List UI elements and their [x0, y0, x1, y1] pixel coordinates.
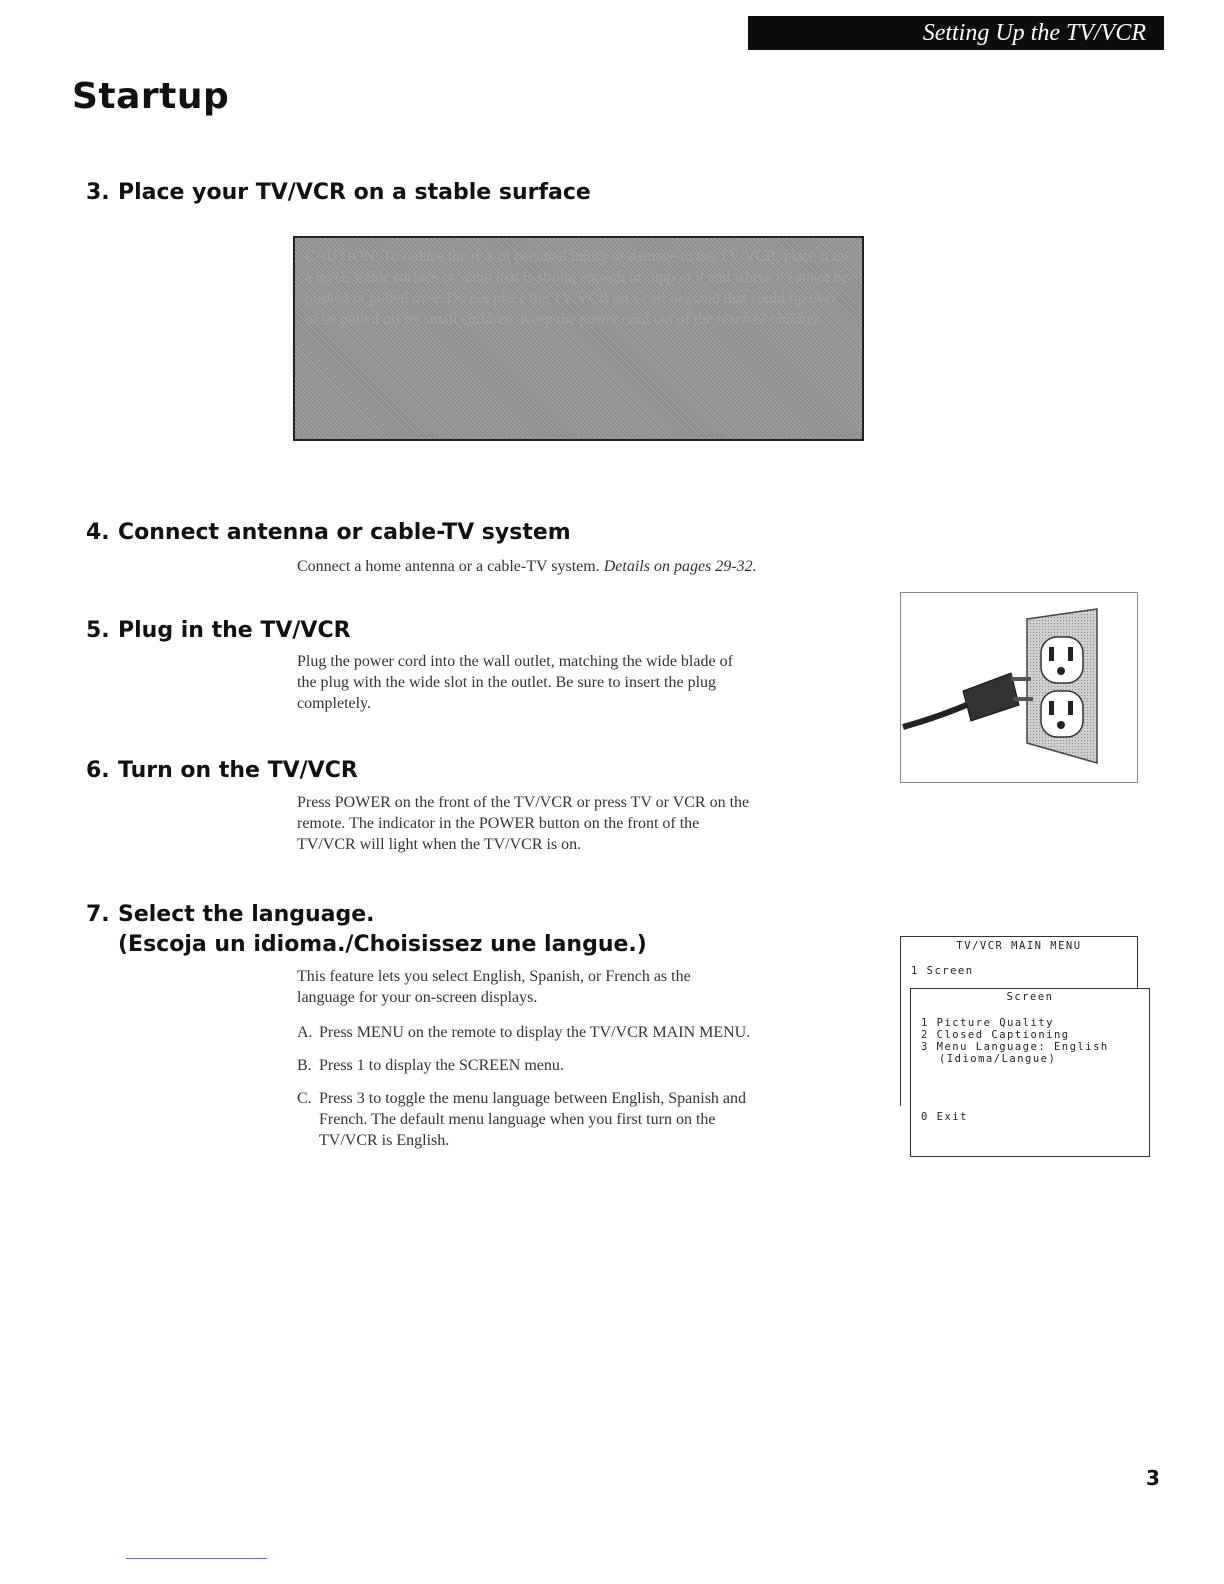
- step-7-intro-line: language for your on-screen displays.: [297, 989, 538, 1006]
- substep-letter: C.: [297, 1090, 312, 1107]
- step-7-heading: [86, 900, 647, 960]
- substep-text: Press 3 to toggle the menu language between English, Spanish and: [319, 1090, 747, 1107]
- step-3-heading: [86, 180, 591, 205]
- page-title: Startup: [72, 76, 230, 117]
- section-header-bar: [748, 16, 1164, 50]
- step-7-number: 7.: [86, 902, 110, 927]
- step-4-text: Connect a home antenna or a cable-TV system.: [297, 558, 600, 575]
- substep-text: TV/VCR is English.: [319, 1132, 450, 1149]
- step-6-number: 6.: [86, 758, 110, 783]
- step-5-title: Plug in the TV/VCR: [118, 618, 351, 643]
- step-6-line: Press POWER on the front of the TV/VCR or press TV or VCR on the: [297, 794, 750, 811]
- step-3-number: 3.: [86, 180, 110, 205]
- screen-menu-title: Screen: [1006, 991, 1054, 1003]
- section-title: Setting Up the TV/VCR: [922, 20, 1146, 46]
- step-6-line: remote. The indicator in the POWER button on the front of the: [297, 815, 700, 832]
- step-5-line: the plug with the wide slot in the outlet. Be sure to insert the plug: [297, 674, 717, 691]
- step-6-line: TV/VCR will light when the TV/VCR is on.: [297, 836, 582, 853]
- caution-text: CAUTION: To reduce the risk of personal injury or damage to the TV/VCR, place it on a level, stable surface or stand that is strong enough to support it and where it cannot be pushed or pulled over. Do not place the TV/VCR on a cart or stand that could tip over or be pulled off by small children. Keep the power cord out of the reach of children.: [305, 248, 849, 328]
- main-menu-title: TV/VCR MAIN MENU: [956, 940, 1082, 952]
- step-5-line: Plug the power cord into the wall outlet, matching the wide blade of: [297, 653, 733, 670]
- step-6-title: Turn on the TV/VCR: [118, 758, 358, 783]
- footer-rule: [126, 1558, 267, 1559]
- substep-text: Press MENU on the remote to display the TV/VCR MAIN MENU.: [319, 1024, 751, 1041]
- caution-box: [293, 236, 864, 441]
- step-5-heading: [86, 618, 351, 643]
- plug-outlet-illustration: [901, 593, 1137, 782]
- wall-outlet: [1027, 609, 1097, 763]
- substep-letter: B.: [297, 1057, 312, 1074]
- step-7-substep-a: [297, 1022, 867, 1043]
- substep-text: French. The default menu language when you first turn on the: [319, 1111, 716, 1128]
- step-3-title: Place your TV/VCR on a stable surface: [118, 180, 591, 205]
- step-4-heading: [86, 520, 571, 545]
- screen-menu-sub-item: (Idioma/Langue): [939, 1053, 1057, 1065]
- step-4-number: 4.: [86, 520, 110, 545]
- screen-menu-item-picture-quality: 1 Picture Quality: [921, 1017, 1054, 1029]
- main-menu-item-screen: 1 Screen: [911, 965, 974, 977]
- screen-menu-item-closed-captioning: 2 Closed Captioning: [921, 1029, 1070, 1041]
- plug-outlet-figure: [900, 592, 1138, 783]
- page-number: 3: [1146, 1466, 1160, 1490]
- step-7-subtitle: (Escoja un idioma./Choisissez une langue.): [118, 932, 647, 957]
- step-6-heading: [86, 758, 358, 783]
- step-7-intro-line: This feature lets you select English, Spanish, or French as the: [297, 968, 691, 985]
- step-5-line: completely.: [297, 695, 372, 712]
- screen-menu-panel: [910, 988, 1150, 1157]
- step-7-substep-c: [297, 1088, 867, 1151]
- step-4-title: Connect antenna or cable-TV system: [118, 520, 571, 545]
- substep-letter: A.: [297, 1024, 313, 1041]
- step-7-title: Select the language.: [118, 902, 375, 927]
- step-7-substep-b: [297, 1055, 867, 1076]
- step-5-number: 5.: [86, 618, 110, 643]
- substep-text: Press 1 to display the SCREEN menu.: [319, 1057, 564, 1074]
- power-plug: [903, 673, 1033, 727]
- step-4-body: [297, 556, 877, 577]
- step-4-details: Details on pages 29-32.: [603, 558, 757, 575]
- step-6-body: [297, 792, 877, 855]
- screen-menu-item-menu-language: 3 Menu Language: English: [921, 1041, 1109, 1053]
- screen-menu-exit: 0 Exit: [921, 1111, 968, 1123]
- step-5-body: [297, 651, 877, 714]
- step-7-intro: [297, 966, 877, 1008]
